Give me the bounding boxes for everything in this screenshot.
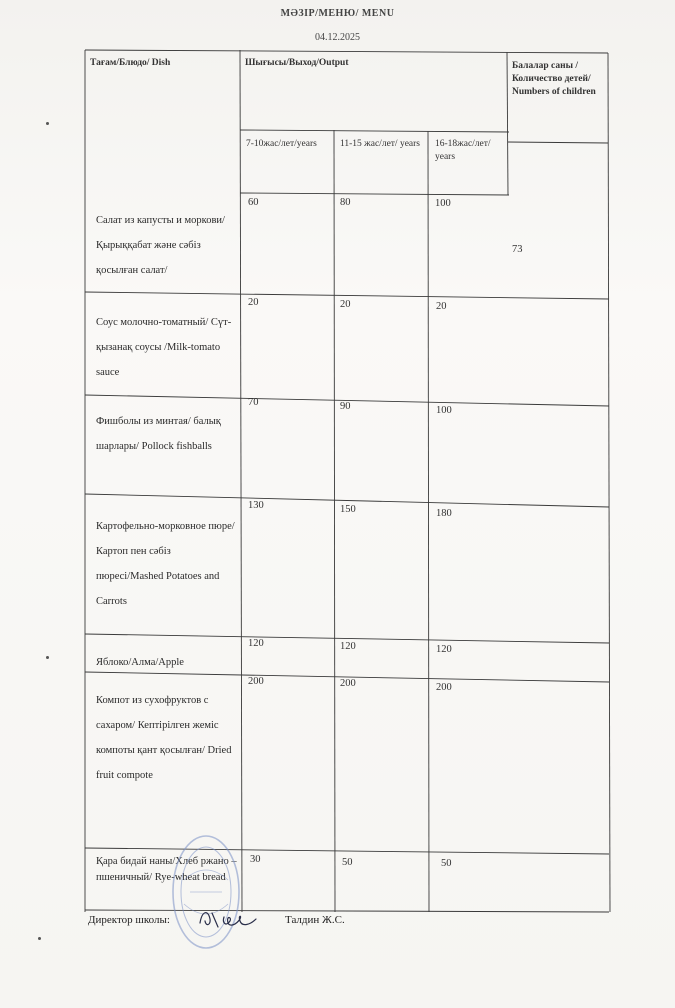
margin-dot xyxy=(46,656,49,659)
dish-cell: Яблоко/Алма/Apple xyxy=(96,657,184,668)
value-16-18: 180 xyxy=(436,508,452,519)
margin-dot xyxy=(38,937,41,940)
value-7-10: 20 xyxy=(248,297,259,308)
value-7-10: 200 xyxy=(248,676,264,687)
value-7-10: 70 xyxy=(248,397,259,408)
director-label: Директор школы: xyxy=(88,914,170,926)
value-7-10: 120 xyxy=(248,638,264,649)
menu-date: 04.12.2025 xyxy=(315,32,360,43)
dish-cell: Соус молочно-томатный/ Сүт-қызанақ соусы /Milk-tomato sauce xyxy=(96,317,232,378)
dish-cell: Салат из капусты и моркови/ Қырыққабат және сәбіз қосылған салат/ xyxy=(96,215,225,276)
school-stamp xyxy=(170,832,242,952)
value-11-15: 50 xyxy=(342,857,353,868)
margin-dot xyxy=(46,122,49,125)
dish-cell: Компот из сухофруктов с сахаром/ Кептірілген жеміс компоты қант қосылған/ Dried fruit compote xyxy=(96,695,232,781)
header-children: Балалар саны /Количество детей/ Numbers of children xyxy=(512,61,596,97)
value-7-10: 60 xyxy=(248,197,259,208)
value-16-18: 50 xyxy=(441,858,452,869)
dish-cell: Картофельно-морковное пюре/ Картоп пен сәбіз пюресі/Mashed Potatoes and Carrots xyxy=(96,521,235,607)
value-11-15: 20 xyxy=(340,299,351,310)
value-11-15: 90 xyxy=(340,401,351,412)
value-11-15: 120 xyxy=(340,641,356,652)
value-16-18: 100 xyxy=(435,198,451,209)
menu-title: МӘЗІР/МЕНЮ/ MENU xyxy=(280,8,395,19)
value-16-18: 200 xyxy=(436,682,452,693)
value-16-18: 120 xyxy=(436,644,452,655)
header-age-11-15: 11-15 жас/лет/ years xyxy=(340,139,420,149)
header-output: Шығысы/Выход/Output xyxy=(245,58,349,68)
dish-cell: Фишболы из минтая/ балық шарлары/ Pollock fishballs xyxy=(96,416,221,452)
value-7-10: 130 xyxy=(248,500,264,511)
value-11-15: 150 xyxy=(340,504,356,515)
value-16-18: 20 xyxy=(436,301,447,312)
value-11-15: 200 xyxy=(340,678,356,689)
children-count: 73 xyxy=(512,244,523,255)
value-7-10: 30 xyxy=(250,854,261,865)
header-age-16-18: 16-18жас/лет/ years xyxy=(435,139,491,162)
header-dish: Тағам/Блюдо/ Dish xyxy=(90,58,171,68)
value-16-18: 100 xyxy=(436,405,452,416)
header-age-7-10: 7-10жас/лет/years xyxy=(246,139,317,149)
dish-cell: Қара бидай наны/Хлеб ржано – пшеничный/ Rye-wheat bread xyxy=(96,856,237,883)
director-name: Талдин Ж.С. xyxy=(285,914,345,926)
value-11-15: 80 xyxy=(340,197,351,208)
director-signature xyxy=(196,905,260,931)
